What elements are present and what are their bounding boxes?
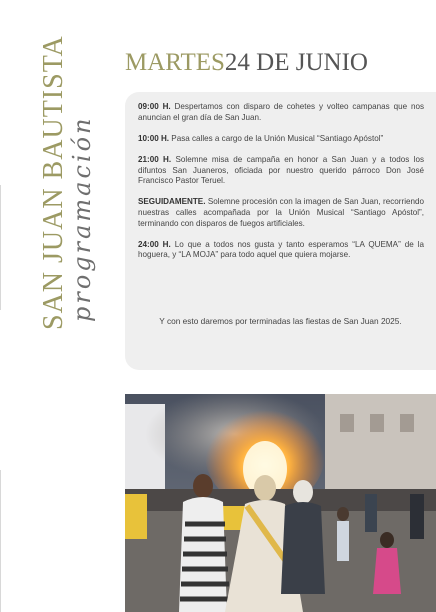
child-head xyxy=(337,507,349,521)
window xyxy=(370,414,384,432)
child-body xyxy=(337,521,349,561)
bystander xyxy=(410,494,424,539)
fallera-head xyxy=(254,475,276,501)
event-text: Pasa calles a cargo de la Unión Musical “Santiago Apóstol” xyxy=(171,133,384,143)
older-woman-dress xyxy=(281,502,325,594)
event-time: 09:00 H. xyxy=(138,102,171,111)
left-edge-line-top xyxy=(0,185,1,310)
left-edge-line-bottom xyxy=(0,470,1,612)
vertical-title: SAN JUAN BAUTISTA xyxy=(38,35,69,330)
schedule-event xyxy=(138,197,424,229)
vertical-title-group xyxy=(38,35,110,330)
window xyxy=(400,414,414,432)
event-time: 10:00 H. xyxy=(138,133,170,143)
event-time: 21:00 H. xyxy=(138,154,172,164)
right-building xyxy=(325,394,436,504)
event-text: Solemne procesión con la imagen de San Juan, recorriendo nuestras calles acompañada por la Unión Musical “Santiago Apóstol”, terminando con disparos de fuegos artificiales. xyxy=(138,197,424,228)
date-label: 24 DE JUNIO xyxy=(224,49,368,76)
schedule-event xyxy=(138,240,424,261)
bystander xyxy=(365,494,377,532)
person-head xyxy=(193,474,213,498)
bonfire-photo-illustration xyxy=(125,394,436,612)
day-label: MARTES xyxy=(125,49,225,76)
event-time: 24:00 H. xyxy=(138,239,171,249)
event-text: Solemne misa de campaña en honor a San Juan y a todos los difuntos San Juaneros, oficiada por nuestro querido párroco Don José Francisco Pastor Teruel. xyxy=(138,154,424,186)
schedule-event xyxy=(138,155,424,187)
older-woman-head xyxy=(293,480,313,504)
date-heading xyxy=(125,50,368,75)
schedule-event xyxy=(138,134,424,145)
girl-head xyxy=(380,532,394,548)
yellow-barrier xyxy=(125,494,147,539)
vertical-subtitle: programación xyxy=(68,115,96,322)
girl-dress xyxy=(373,548,401,594)
event-text: Despertamos con disparo de cohetes y volteo campanas que nos anuncian el gran día de San Juan. xyxy=(138,102,425,122)
closing-text: Y con esto daremos por terminadas las fiestas de San Juan 2025. xyxy=(159,316,402,326)
window xyxy=(340,414,354,432)
schedule-event xyxy=(138,102,424,123)
event-time: SEGUIDAMENTE. xyxy=(138,197,206,207)
schedule-box xyxy=(125,92,436,370)
event-text: Lo que a todos nos gusta y tanto esperamos “LA QUEMA” de la hoguera, y “LA MOJA” para todo aquel que quiera mojarse. xyxy=(138,239,425,260)
bonfire-photo xyxy=(125,394,436,612)
